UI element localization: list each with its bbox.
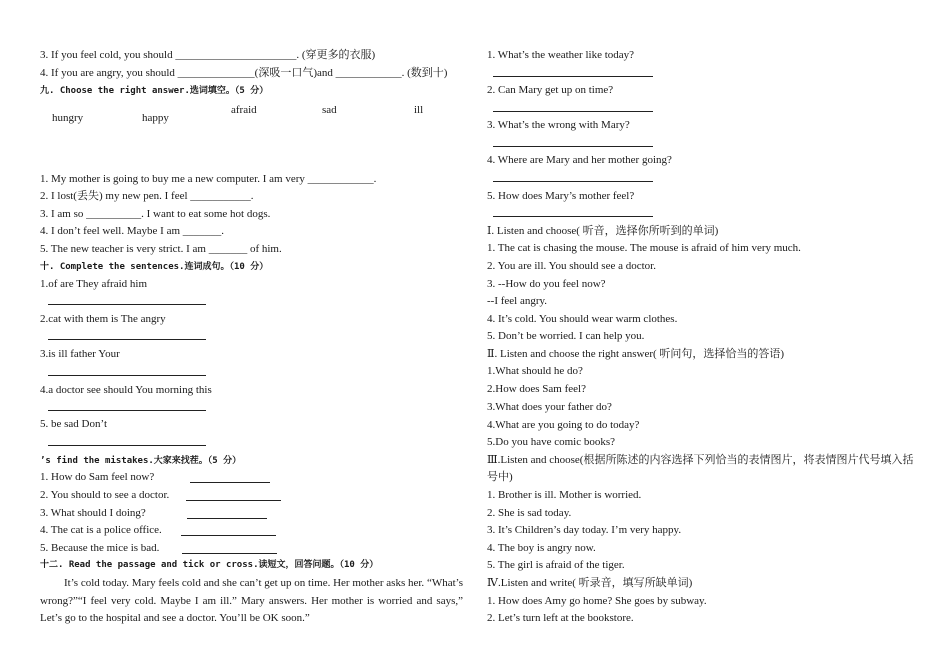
sec9-item-5: 5. The new teacher is very strict. I am _______ of him.	[40, 243, 282, 255]
section-12-title: 十二. Read the passage and tick or cross.读短文，回答问题。（10 分）	[40, 560, 379, 570]
answer-line[interactable]	[182, 553, 277, 554]
sec11-item-1: 1. How do Sam feel now?	[40, 471, 155, 483]
reading-question-5: 5. How does Mary’s mother feel?	[487, 190, 635, 202]
part-i-item-3-answer: --I feel angry.	[487, 295, 548, 307]
answer-line[interactable]	[493, 146, 653, 147]
part-ii-item-4: 4.What are you going to do today?	[487, 419, 640, 431]
answer-line[interactable]	[493, 76, 653, 77]
part-i-item-4: 4. It’s cold. You should wear warm clothes.	[487, 313, 678, 325]
sec11-item-2: 2. You should to see a doctor.	[40, 489, 170, 501]
part-iii-item-4: 4. The boy is angry now.	[487, 542, 596, 554]
word-hungry: hungry	[52, 112, 84, 124]
answer-line[interactable]	[190, 482, 270, 483]
part-iii-item-1: 1. Brother is ill. Mother is worried.	[487, 489, 642, 501]
question-3: 3. If you feel cold, you should ______________________. (穿更多的衣服)	[40, 49, 376, 61]
reading-question-2: 2. Can Mary get up on time?	[487, 84, 614, 96]
part-iii-item-5: 5. The girl is afraid of the tiger.	[487, 559, 625, 571]
reading-question-1: 1. What’s the weather like today?	[487, 49, 635, 61]
question-4: 4. If you are angry, you should ______________(深吸一口气)and ____________. (数到十)	[40, 67, 448, 79]
sec9-item-4: 4. I don’t feel well. Maybe I am _______.	[40, 225, 225, 237]
part-ii-item-5: 5.Do you have comic books?	[487, 436, 615, 448]
reading-passage: It’s cold today. Mary feels cold and she can’t get up on time. Her mother asks her. “What’s wrong?”“I feel very cold. Maybe I am ill.” Mary answers. Her mother is worried and says,” Let’s go to the hospital and see a doctor. You’ll be OK soon.”	[40, 577, 463, 624]
part-ii-title: Ⅱ. Listen and choose the right answer( 听问句，选择恰当的答语)	[487, 348, 785, 360]
reading-question-4: 4. Where are Mary and her mother going?	[487, 154, 672, 166]
part-iv-item-1: 1. How does Amy go home? She goes by subway.	[487, 595, 707, 607]
part-ii-item-1: 1.What should he do?	[487, 365, 583, 377]
sec10-item-1: 1.of are They afraid him	[40, 278, 148, 290]
part-i-title: Ⅰ. Listen and choose( 听音，选择你所听到的单词)	[487, 225, 719, 237]
answer-line[interactable]	[493, 111, 653, 112]
part-iii-item-3: 3. It’s Children’s day today. I’m very happy.	[487, 524, 682, 536]
sec9-item-2: 2. I lost(丢失) my new pen. I feel ___________.	[40, 190, 254, 202]
part-i-item-2: 2. You are ill. You should see a doctor.	[487, 260, 656, 272]
sec11-item-4: 4. The cat is a police office.	[40, 524, 162, 536]
answer-line[interactable]	[493, 181, 653, 182]
answer-line[interactable]	[186, 500, 281, 501]
answer-line[interactable]	[187, 518, 267, 519]
part-i-item-1: 1. The cat is chasing the mouse. The mouse is afraid of him very much.	[487, 242, 801, 254]
answer-line[interactable]	[48, 410, 206, 411]
sec11-item-3: 3. What should I doing?	[40, 507, 146, 519]
answer-line[interactable]	[48, 375, 206, 376]
section-9-title: 九. Choose the right answer.选词填空。（5 分）	[40, 86, 269, 96]
part-ii-item-3: 3.What does your father do?	[487, 401, 612, 413]
word-sad: sad	[322, 104, 337, 116]
answer-line[interactable]	[181, 535, 276, 536]
answer-line[interactable]	[48, 339, 206, 340]
section-11-title: ’s find the mistakes.大家来找茬。（5 分）	[40, 456, 242, 466]
part-iv-title: Ⅳ.Listen and write( 听录音，填写所缺单词)	[487, 577, 693, 589]
part-i-item-3: 3. --How do you feel now?	[487, 278, 606, 290]
reading-question-3: 3. What’s the wrong with Mary?	[487, 119, 630, 131]
sec10-item-3: 3.is ill father Your	[40, 348, 120, 360]
section-10-title: 十. Complete the sentences.连词成句。（10 分）	[40, 262, 269, 272]
sec11-item-5: 5. Because the mice is bad.	[40, 542, 160, 554]
part-iii-item-2: 2. She is sad today.	[487, 507, 572, 519]
sec9-item-3: 3. I am so __________. I want to eat some hot dogs.	[40, 208, 271, 220]
sec9-item-1: 1. My mother is going to buy me a new computer. I am very ____________.	[40, 173, 377, 185]
word-afraid: afraid	[231, 104, 257, 116]
sec10-item-5: 5. be sad Don’t	[40, 418, 108, 430]
part-iv-item-2: 2. Let’s turn left at the bookstore.	[487, 612, 634, 624]
sec10-item-4: 4.a doctor see should You morning this	[40, 384, 212, 396]
part-iii-title: Ⅲ.Listen and choose(根据所陈述的内容选择下列恰当的表情图片，将表情图片代号填入括号中)	[487, 454, 914, 483]
part-ii-item-2: 2.How does Sam feel?	[487, 383, 586, 395]
part-i-item-5: 5. Don’t be worried. I can help you.	[487, 330, 645, 342]
answer-line[interactable]	[493, 216, 653, 217]
answer-line[interactable]	[48, 445, 206, 446]
word-happy: happy	[142, 112, 169, 124]
sec10-item-2: 2.cat with them is The angry	[40, 313, 166, 325]
answer-line[interactable]	[48, 304, 206, 305]
word-ill: ill	[414, 104, 424, 116]
